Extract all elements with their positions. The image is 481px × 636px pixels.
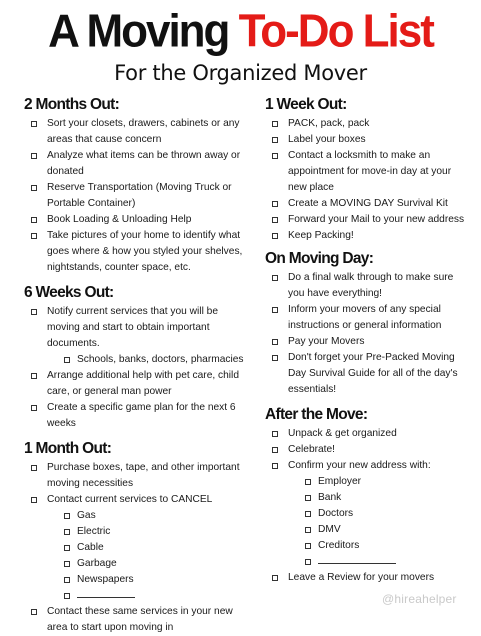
checklist-item	[265, 570, 465, 586]
checklist-item	[265, 302, 465, 334]
checklist-item-text: Contact a locksmith to make an appointment for move-in day at your new place	[288, 150, 452, 193]
left-column	[24, 96, 246, 636]
sub-checklist-item	[77, 540, 246, 556]
sub-item-text: Cable	[77, 542, 104, 553]
checkbox[interactable]	[64, 593, 70, 599]
sub-checklist-item	[77, 352, 246, 368]
checklist-item-text: Create a specific game plan for the next 6 weeks	[47, 402, 236, 429]
checklist-item	[24, 148, 246, 180]
checkbox[interactable]	[64, 577, 70, 583]
checkbox[interactable]	[272, 137, 278, 143]
sub-checklist-item	[318, 538, 465, 554]
checklist-item	[265, 148, 465, 196]
checklist-item-text: Leave a Review for your movers	[288, 572, 435, 583]
sub-checklist-item	[77, 524, 246, 540]
checklist-item	[24, 228, 246, 276]
checklist-item-text: PACK, pack, pack	[288, 118, 370, 129]
checklist-item	[24, 304, 246, 368]
checkbox[interactable]	[31, 373, 37, 379]
checkbox[interactable]	[64, 513, 70, 519]
checkbox[interactable]	[272, 121, 278, 127]
checklist-item-text: Inform your movers of any special instructions or general information	[288, 304, 442, 331]
sub-checklist	[77, 508, 246, 604]
checklist-moving-day	[265, 270, 465, 398]
checkbox[interactable]	[64, 561, 70, 567]
checklist-item-text: Contact these same services in your new area to start upon moving in	[47, 606, 233, 633]
checkbox[interactable]	[31, 217, 37, 223]
checkbox[interactable]	[272, 201, 278, 207]
sub-checklist-item	[77, 572, 246, 588]
checkbox[interactable]	[272, 339, 278, 345]
checkbox[interactable]	[272, 355, 278, 361]
checkbox[interactable]	[31, 465, 37, 471]
blank-line[interactable]	[318, 554, 396, 564]
checkbox[interactable]	[272, 153, 278, 159]
page-subtitle: For the Organized Mover	[114, 61, 367, 85]
checkbox[interactable]	[64, 357, 70, 363]
checklist-item	[265, 116, 465, 132]
checkbox[interactable]	[31, 309, 37, 315]
sub-checklist	[77, 352, 246, 368]
section-heading-moving-day: On Moving Day:	[265, 250, 374, 267]
checkbox[interactable]	[305, 511, 311, 517]
checklist-item-text: Arrange additional help with pet care, child care, or general man power	[47, 370, 239, 397]
checklist-item	[24, 180, 246, 212]
checklist-item	[24, 368, 246, 400]
checkbox[interactable]	[272, 233, 278, 239]
sub-checklist-item	[318, 522, 465, 538]
checkbox[interactable]	[272, 447, 278, 453]
checklist-item-text: Analyze what items can be thrown away or donated	[47, 150, 241, 177]
checkbox[interactable]	[305, 479, 311, 485]
sub-item-text: Creditors	[318, 540, 360, 551]
checklist-item-text: Take pictures of your home to identify what goes where & how you styled your shelves, nightstands, counter space, etc.	[47, 230, 243, 273]
checkbox[interactable]	[305, 543, 311, 549]
checkbox[interactable]	[31, 185, 37, 191]
sub-item-text: Electric	[77, 526, 111, 537]
checklist-item	[265, 228, 465, 244]
checklist-item	[265, 458, 465, 570]
checklist-1-week	[265, 116, 465, 244]
title-part-red: To-Do List	[238, 5, 433, 58]
section-heading-1-week: 1 Week Out:	[265, 96, 347, 113]
checkbox[interactable]	[305, 495, 311, 501]
checklist-item	[24, 492, 246, 604]
sub-checklist	[318, 474, 465, 570]
checklist-item-text: Notify current services that you will be moving and start to obtain important documents.	[47, 306, 218, 349]
checklist-item	[24, 212, 246, 228]
checklist-item	[24, 400, 246, 432]
checklist-after-move	[265, 426, 465, 586]
section-heading-6-weeks: 6 Weeks Out:	[24, 284, 114, 301]
sub-checklist-item	[77, 588, 246, 604]
checklist-item-text: Purchase boxes, tape, and other important moving necessities	[47, 462, 240, 489]
checklist-item	[265, 196, 465, 212]
checklist-item-text: Contact current services to CANCEL	[47, 494, 213, 505]
checkbox[interactable]	[31, 609, 37, 615]
checkbox[interactable]	[305, 527, 311, 533]
sub-item-text: Doctors	[318, 508, 354, 519]
title-part-black: A Moving	[48, 5, 239, 58]
checklist-item-text: Create a MOVING DAY Survival Kit	[288, 198, 448, 209]
checklist-item-text: Forward your Mail to your new address	[288, 214, 465, 225]
checkbox[interactable]	[272, 275, 278, 281]
checklist-item	[265, 212, 465, 228]
checklist-1-month	[24, 460, 246, 636]
checkbox[interactable]	[31, 153, 37, 159]
checklist-item	[24, 604, 246, 636]
checklist-item-text: Do a final walk through to make sure you have everything!	[288, 272, 454, 299]
checklist-item-text: Celebrate!	[288, 444, 336, 455]
checklist-item	[265, 132, 465, 148]
checklist-item-text: Confirm your new address with:	[288, 460, 431, 471]
sub-item-text: Schools, banks, doctors, pharmacies	[77, 354, 244, 365]
checkbox[interactable]	[64, 545, 70, 551]
page-title	[0, 7, 481, 57]
checkbox[interactable]	[31, 121, 37, 127]
checklist-item-text: Unpack & get organized	[288, 428, 397, 439]
section-heading-after-move: After the Move:	[265, 406, 368, 423]
checklist-item	[265, 334, 465, 350]
checkbox[interactable]	[272, 431, 278, 437]
checklist-item-text: Book Loading & Unloading Help	[47, 214, 192, 225]
sub-item-text: DMV	[318, 524, 341, 535]
section-heading-2-months: 2 Months Out:	[24, 96, 120, 113]
section-heading-1-month: 1 Month Out:	[24, 440, 112, 457]
sub-item-text: Bank	[318, 492, 342, 503]
sub-checklist-item	[318, 554, 465, 570]
sub-checklist-item	[318, 474, 465, 490]
sub-item-text: Employer	[318, 476, 362, 487]
sub-checklist-item	[318, 506, 465, 522]
sub-item-text: Garbage	[77, 558, 117, 569]
checklist-item	[265, 426, 465, 442]
checkbox[interactable]	[272, 307, 278, 313]
sub-item-text: Gas	[77, 510, 96, 521]
checklist-item-text: Reserve Transportation (Moving Truck or Portable Container)	[47, 182, 232, 209]
checklist-item-text: Keep Packing!	[288, 230, 354, 241]
watermark: @hireahelper	[382, 592, 457, 606]
checklist-item-text: Pay your Movers	[288, 336, 365, 347]
checklist-item	[24, 460, 246, 492]
checkbox[interactable]	[31, 497, 37, 503]
right-column	[265, 96, 465, 586]
checklist-item-text: Don't forget your Pre-Packed Moving Day Survival Guide for all of the day's essentials!	[288, 352, 458, 395]
checkbox[interactable]	[272, 575, 278, 581]
blank-line[interactable]	[77, 588, 135, 598]
checklist-item	[265, 350, 465, 398]
sub-item-text: Newspapers	[77, 574, 134, 585]
checkbox[interactable]	[64, 529, 70, 535]
checklist-6-weeks	[24, 304, 246, 432]
checkbox[interactable]	[272, 463, 278, 469]
checkbox[interactable]	[31, 405, 37, 411]
checkbox[interactable]	[31, 233, 37, 239]
checklist-item-text: Label your boxes	[288, 134, 366, 145]
checklist-2-months	[24, 116, 246, 276]
sub-checklist-item	[318, 490, 465, 506]
checklist-item	[24, 116, 246, 148]
checklist-item	[265, 442, 465, 458]
checklist-item	[265, 270, 465, 302]
sub-checklist-item	[77, 508, 246, 524]
checkbox[interactable]	[272, 217, 278, 223]
checkbox[interactable]	[305, 559, 311, 565]
checklist-item-text: Sort your closets, drawers, cabinets or any areas that cause concern	[47, 118, 240, 145]
sub-checklist-item	[77, 556, 246, 572]
